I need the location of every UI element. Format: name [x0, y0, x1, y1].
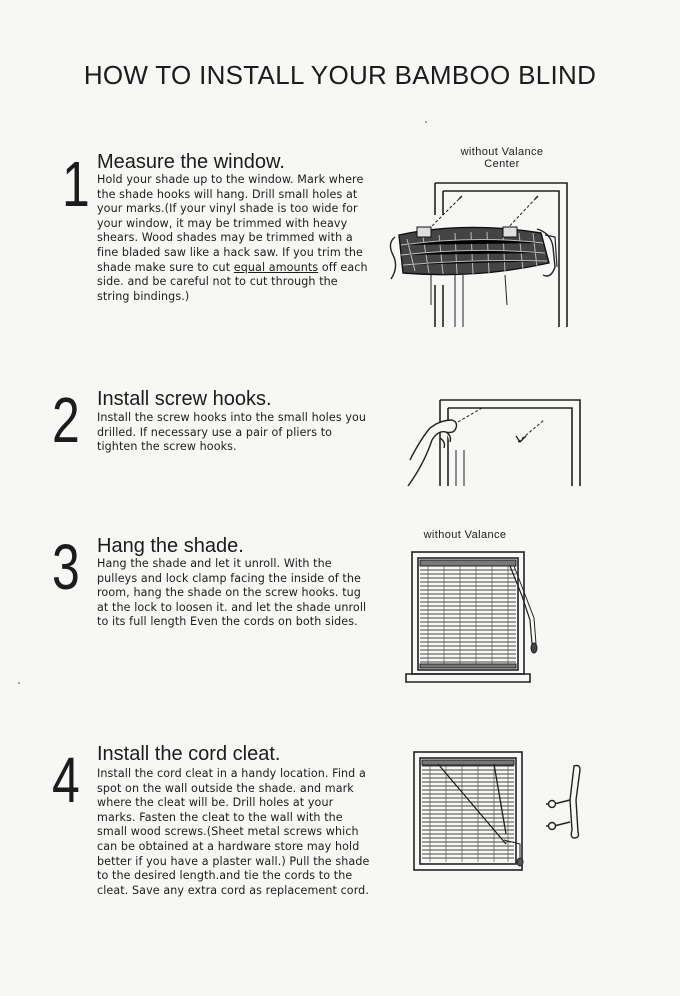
step-1-body-underlined: equal amounts [233, 259, 319, 274]
step-3-number: 3 [52, 531, 80, 603]
step-3-body: Hang the shade and let it unroll. With the pulleys and lock clamp facing the inside of the room, hang the shade on the screw hooks. tug at the lock to loosen it. and let the shade unroll to its full length Even the cords on both sides. [97, 556, 367, 629]
step-1-caption-line-2: Center [484, 158, 520, 170]
step-1-number: 1 [62, 148, 90, 220]
step-1-figure-caption [432, 146, 572, 170]
scan-speck [425, 121, 427, 123]
step-4-body: Install the cord cleat in a handy location. Find a spot on the wall outside the shade. and mark where the cleat will be. Drill holes at your marks. Fasten the cleat to the wall with the small wood screws.(Sheet metal screws which can be obtained at a hardware store may hold better if you have a plaster wall.) Pull the shade to the desired length.and tie the cords to the cleat. Save any extra cord as replacement cord. [97, 766, 370, 897]
step-1-heading: Measure the window. [97, 151, 285, 173]
step-1-body-text: Hold your shade up to the window. Mark where the shade hooks will hang. Drill small holes at your marks.(If your vinyl shade is too wide for your window, it may be trimmed with heavy shears. Wood shades may be trimmed with a fine bladed saw like a hack saw. If you trim the shade make sure to cut [97, 172, 364, 274]
step-4-number: 4 [52, 744, 80, 816]
step-1-body-text-end: off each side. and be careful not to cut through the string bindings.) [97, 259, 368, 303]
step-1-illustration [385, 175, 585, 330]
step-3-illustration [404, 548, 554, 688]
step-1-caption-line-1: without Valance [460, 146, 544, 158]
step-3-heading: Hang the shade. [97, 535, 244, 557]
hand-icon [408, 420, 457, 486]
step-2-heading: Install screw hooks. [97, 388, 272, 410]
step-2-number: 2 [52, 384, 80, 456]
step-3-figure-caption: without Valance [423, 529, 507, 541]
step-4-heading: Install the cord cleat. [97, 743, 281, 765]
page-title: HOW TO INSTALL YOUR BAMBOO BLIND [83, 60, 597, 90]
step-2-body: Install the screw hooks into the small holes you drilled. If necessary use a pair of pliers to tighten the screw hooks. [97, 410, 367, 454]
cord-cleat-icon [546, 766, 580, 839]
scan-speck [18, 682, 20, 684]
bamboo-slats [420, 564, 516, 666]
rolled-shade [399, 227, 549, 275]
step-2-illustration [400, 390, 590, 490]
bamboo-slats-4 [422, 762, 514, 862]
step-1-body [97, 172, 371, 303]
step-4-illustration [410, 748, 590, 878]
